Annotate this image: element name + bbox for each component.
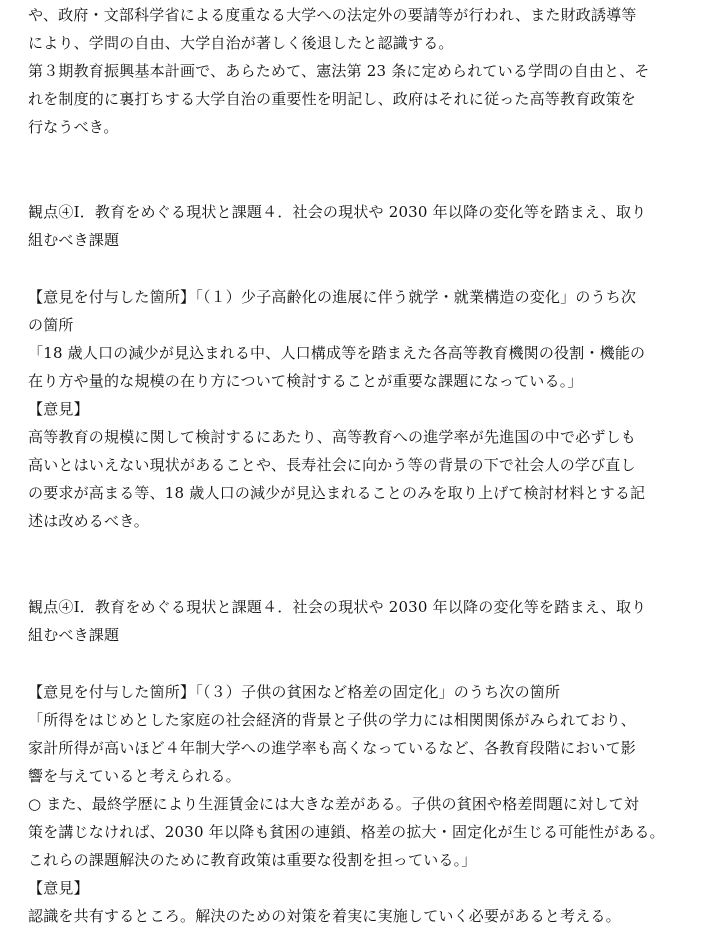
quoted-text: 「所得をはじめとした家庭の社会経済的背景と子供の学力には相関関係がみられており、 bbox=[28, 711, 637, 729]
text-line: により、学問の自由、大学自治が著しく後退したと認識する。 bbox=[28, 34, 454, 52]
text-line: れを制度的に裏打ちする大学自治の重要性を明記し、政府はそれに従った高等教育政策を bbox=[28, 90, 637, 108]
quoted-text: 策を講じなければ、2030 年以降も貧困の連鎖、格差の拡大・固定化が生じる可能性がある。 bbox=[28, 823, 665, 841]
quoted-text: 「18 歳人口の減少が見込まれる中、人口構成等を踏まえた各高等教育機関の役割・機能の bbox=[28, 344, 646, 362]
quoted-text: これらの課題解決のために教育政策は重要な役割を担っている。」 bbox=[28, 851, 477, 869]
opinion-text: 認識を共有するところ。解決のための対策を着実に実施していく必要があると考える。 bbox=[28, 907, 621, 925]
opinion-label: 【意見】 bbox=[28, 879, 89, 897]
quoted-text: 響を与えていると考えられる。 bbox=[28, 767, 241, 785]
text-line: や、政府・文部科学省による度重なる大学への法定外の要請等が行われ、また財政誘導等 bbox=[28, 6, 637, 24]
section-heading: 観点④Ⅰ．教育をめぐる現状と課題４．社会の現状や 2030 年以降の変化等を踏まえ、取り bbox=[28, 598, 647, 616]
opinion-location-label: 【意見を付与した箇所】「（１）少子高齢化の進展に伴う就学・就業構造の変化」のうち次 bbox=[28, 288, 637, 306]
quoted-text: ○ また、最終学歴により生涯賃金には大きな差がある。子供の貧困や格差問題に対して対 bbox=[28, 795, 640, 813]
text-line: 行なうべき。 bbox=[28, 118, 119, 136]
section-heading: 組むべき課題 bbox=[28, 626, 120, 644]
opinion-text: 高等教育の規模に関して検討するにあたり、高等教育への進学率が先進国の中で必ずしも bbox=[28, 428, 637, 446]
opinion-text: 述は改めるべき。 bbox=[28, 512, 150, 530]
opinion-location-label: 【意見を付与した箇所】「（３）子供の貧困など格差の固定化」のうち次の箇所 bbox=[28, 683, 561, 701]
section-heading: 観点④Ⅰ．教育をめぐる現状と課題４．社会の現状や 2030 年以降の変化等を踏まえ、取り bbox=[28, 203, 647, 221]
opinion-location-label: の箇所 bbox=[28, 316, 74, 334]
opinion-label: 【意見】 bbox=[28, 400, 89, 418]
opinion-text: 高いとはいえない現状があることや、長寿社会に向かう等の背景の下で社会人の学び直し bbox=[28, 456, 636, 474]
quoted-text: 在り方や量的な規模の在り方について検討することが重要な課題になっている。」 bbox=[28, 372, 583, 390]
section-heading: 組むべき課題 bbox=[28, 231, 120, 249]
quoted-text: 家計所得が高いほど４年制大学への進学率も高くなっているなど、各教育段階において影 bbox=[28, 739, 637, 757]
opinion-text: の要求が高まる等、18 歳人口の減少が見込まれることのみを取り上げて検討材料とする記 bbox=[28, 484, 646, 502]
text-line: 第３期教育振興基本計画で、あらためて、憲法第 23 条に定められている学問の自由と、そ bbox=[28, 62, 650, 80]
